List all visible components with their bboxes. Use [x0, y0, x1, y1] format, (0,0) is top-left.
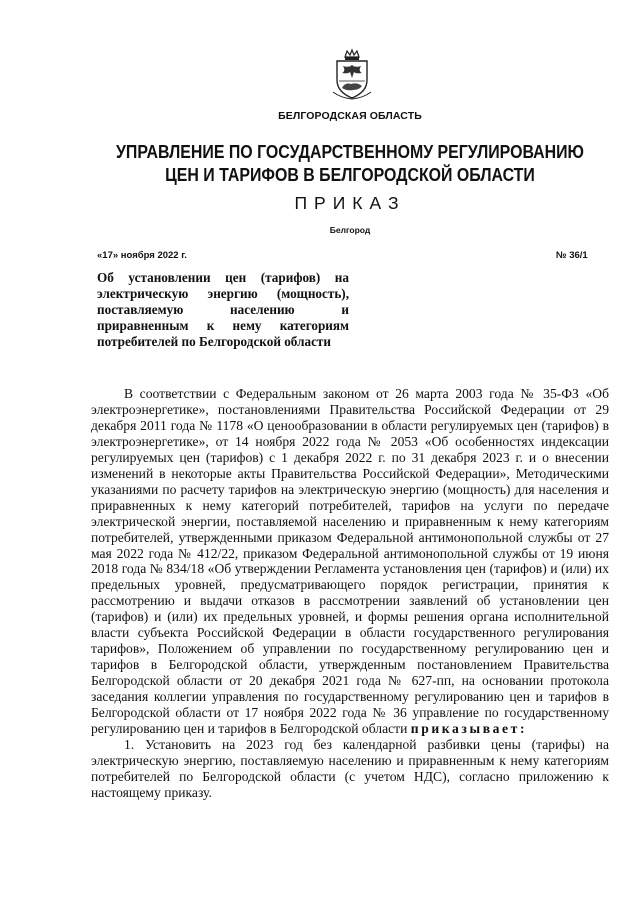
preamble-text: В соответствии с Федеральным законом от 26 марта 2003 года № 35-ФЗ «Об электроэнергетике», постановлениями Правительства Российской Федерации от 29 декабря 2011 года № 1178 «О ценообразовании в области регулируемых цен (тарифов) в электроэнергетике», от 14 ноября 2022 года № 2053 «Об особенностях индексации регулируемых цен (тарифов) с 1 декабря 2022 г. по 31 декабря 2023 г. и о внесении изменений в некоторые акты Правительства Российской Федерации», Методическими указаниями по расчету тарифов на электрическую энергию (мощность) для населения и приравненных к нему категорий потребителей, тарифов на услуги по передаче электрической энергии, поставляемой населению и приравненным к нему категориям потребителей, утвержденными приказом Федеральной антимонопольной службы от 27 мая 2022 года № 412/22, приказом Федеральной антимонопольной службы от 19 июня 2018 года № 834/18 «Об утверждении Регламента установления цен (тарифов) и (или) их предельных уровней, предусматривающего порядок регистрации, принятия к рассмотрению и выдачи отказов в рассмотрении заявлений об установлении цен (тарифов) и (или) их предельных уровней, и формы решения органа исполнительной власти субъекта Российской Федерации в области государственного регулирования тарифов», Положением об управлении по государственному регулированию цен и тарифов в Белгородской области, утвержденным постановлением Правительства Белгородской области от 20 декабря 2021 года № 627-пп, на основании протокола заседания коллегии управления по государственному регулированию цен и тарифов в Белгородской области от 17 ноября 2022 года № 36 управление по государственному регулированию цен и тарифов в Белгородской области [91, 386, 609, 737]
document-type: ПРИКАЗ [294, 193, 406, 213]
region-name: БЕЛГОРОДСКАЯ ОБЛАСТЬ [278, 110, 422, 122]
document-number: № 36/1 [556, 250, 588, 261]
city-name: Белгород [329, 225, 371, 235]
preamble-paragraph [91, 386, 609, 737]
document-title: Об установлении цен (тарифов) на электрическую энергию (мощность), поставляемую населению и приравненным к нему категориям потребителей по Белгородской области [97, 270, 349, 349]
decree-word: приказывает: [410, 721, 528, 737]
authority-line-2: ЦЕН И ТАРИФОВ В БЕЛГОРОДСКОЙ ОБЛАСТИ [165, 164, 535, 185]
issuing-authority [49, 140, 640, 186]
document-body [91, 386, 609, 801]
authority-line-1: УПРАВЛЕНИЕ ПО ГОСУДАРСТВЕННОМУ РЕГУЛИРОВАНИЮ [116, 141, 584, 162]
item-1-paragraph: 1. Установить на 2023 год без календарной разбивки цены (тарифы) на электрическую энергию, поставляемую населению и приравненным к нему категориям потребителей по Белгородской области (с учетом НДС), согласно приложению к настоящему приказу. [91, 736, 609, 800]
coat-of-arms-icon [329, 48, 375, 100]
document-date: «17» ноября 2022 г. [97, 250, 187, 261]
